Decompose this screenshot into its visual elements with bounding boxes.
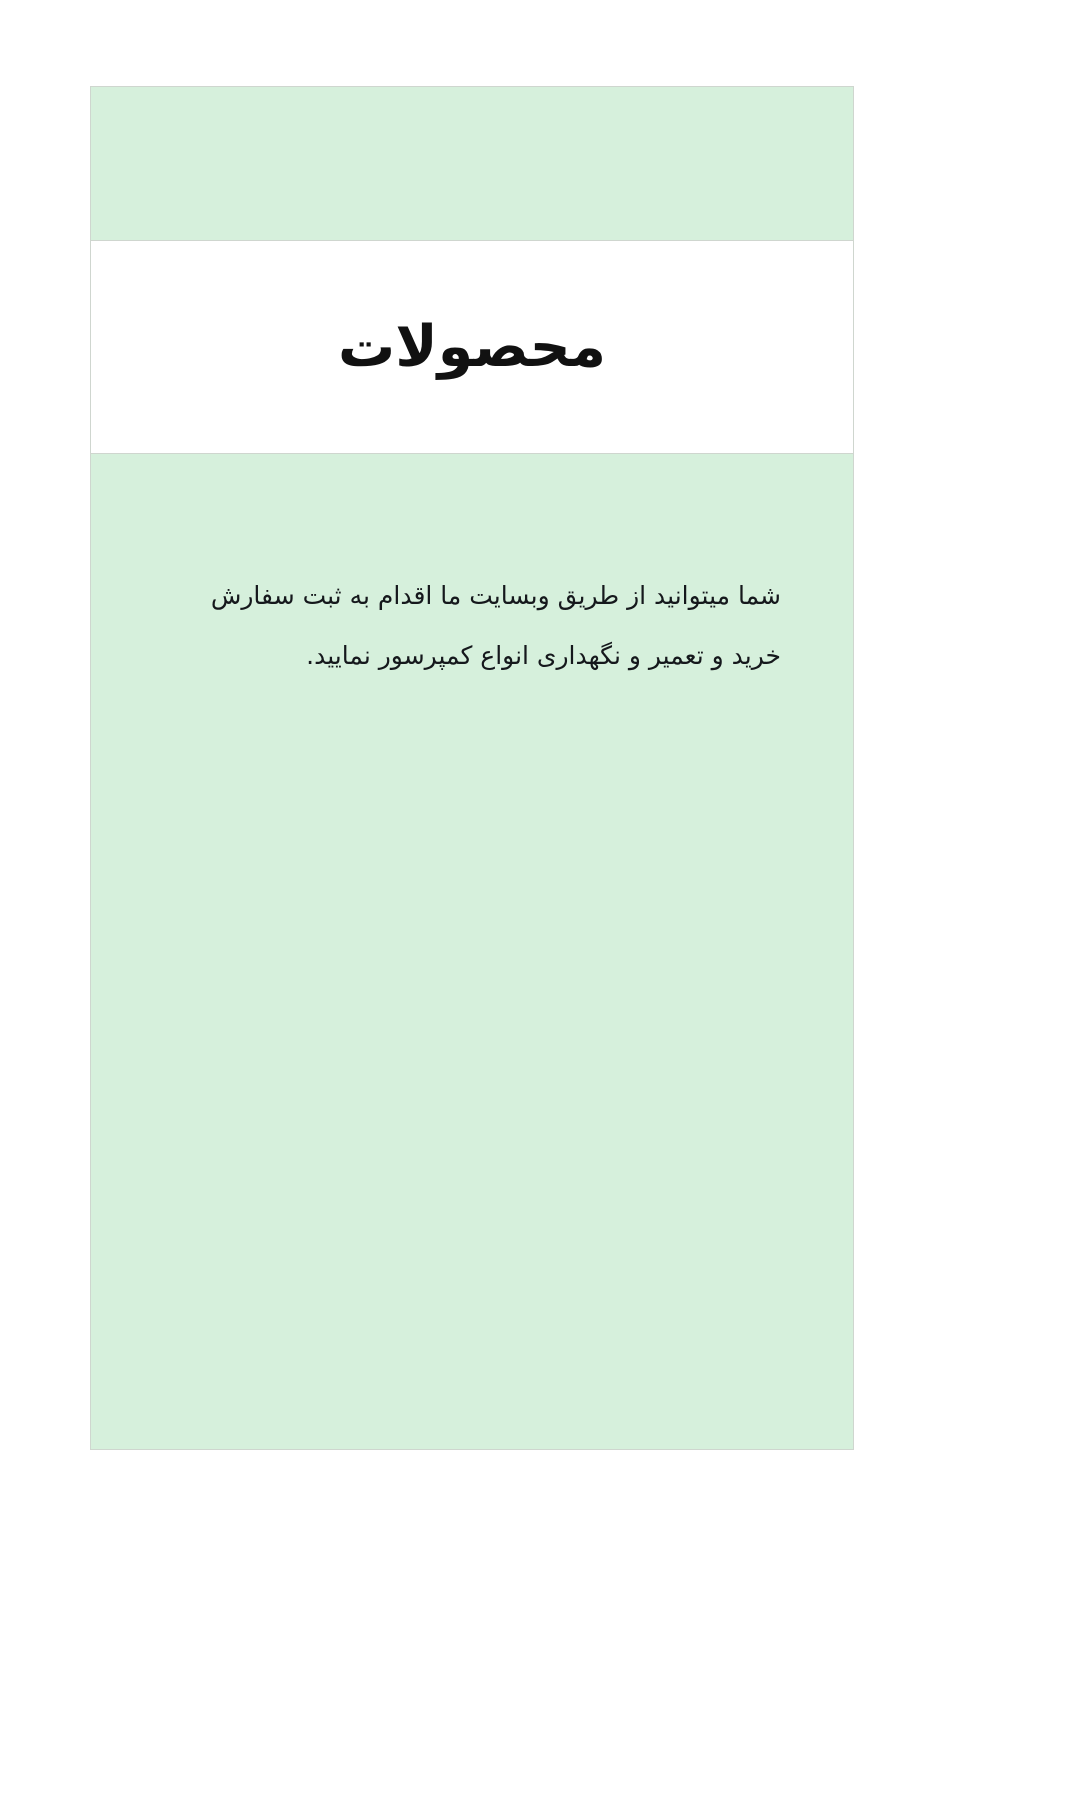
body-paragraph: شما میتوانید از طریق وبسایت ما اقدام به ثبت سفارش خرید و تعمیر و نگهداری انواع کمپرسور نمایید.	[210, 581, 781, 670]
body-area	[91, 454, 853, 1449]
top-green-band	[91, 87, 853, 241]
page-title: محصولات	[338, 313, 606, 380]
content-card	[90, 86, 854, 1450]
title-strip	[91, 241, 853, 454]
